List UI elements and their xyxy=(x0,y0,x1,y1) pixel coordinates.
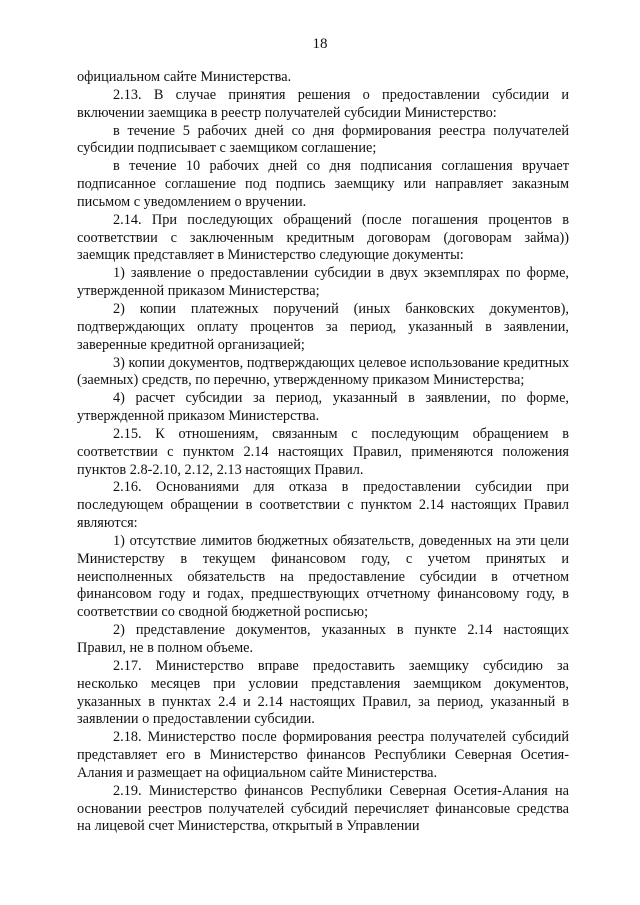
paragraph-2-13-item-1: в течение 5 рабочих дней со дня формирования реестра получателей субсидии подписывает с заемщиком соглашение; xyxy=(77,122,569,157)
paragraph-2-14: 2.14. При последующих обращений (после погашения процентов в соответствии с заключенным кредитным договорам (договорам займа)) заемщик представляет в Министерство следующие документы: xyxy=(77,211,569,264)
paragraph-2-15: 2.15. К отношениям, связанным с последующим обращением в соответствии с пунктом 2.14 настоящих Правил, применяются положения пунктов 2.8-2.10, 2.12, 2.13 настоящих Правил. xyxy=(77,425,569,478)
page-number: 18 xyxy=(312,36,328,52)
paragraph-2-16-item-2: 2) представление документов, указанных в пункте 2.14 настоящих Правил, не в полном объеме. xyxy=(77,622,569,656)
paragraph-continuation: официальном сайте Министерства. xyxy=(77,69,292,85)
paragraph-2-14-item-1: 1) заявление о предоставлении субсидии в двух экземплярах по форме, утвержденной приказом Министерства; xyxy=(77,265,569,300)
body-text xyxy=(77,69,569,836)
paragraph-2-16-item-1: 1) отсутствие лимитов бюджетных обязательств, доведенных на эти цели Министерству в текущем финансовом году, с учетом принятых и неисполненных обязательств на предоставление субсидии в отчетном финансовом году и годах, предшествующих отчетному финансовому году, в соответствии со сводной бюджетной росписью; xyxy=(77,532,569,621)
paragraph-2-13-item-2: в течение 10 рабочих дней со дня подписания соглашения вручает подписанное соглашение под подпись заемщику или направляет заказным письмом с уведомлением о вручении. xyxy=(77,158,569,210)
paragraph-2-19: 2.19. Министерство финансов Республики Северная Осетия-Алания на основании реестров получателей субсидий перечисляет финансовые средства на лицевой счет Министерства, открытый в Управлении xyxy=(77,782,569,835)
paragraph-2-18: 2.18. Министерство после формирования реестра получателей субсидий представляет его в Министерство финансов Республики Северная Осетия-Алания и размещает на официальном сайте Министерства. xyxy=(77,729,569,781)
paragraph-2-14-item-4: 4) расчет субсидии за период, указанный в заявлении, по форме, утвержденной приказом Министерства. xyxy=(77,390,569,425)
paragraph-2-17: 2.17. Министерство вправе предоставить заемщику субсидию за несколько месяцев при условии представления заемщиком документов, указанных в пунктах 2.4 и 2.14 настоящих Правил, за период, указанный в заявлении о предоставлении субсидии. xyxy=(77,657,569,728)
paragraph-2-13: 2.13. В случае принятия решения о предоставлении субсидии и включении заемщика в реестр получателей субсидии Министерство: xyxy=(77,86,569,121)
paragraph-2-14-item-2: 2) копии платежных поручений (иных банковских документов), подтверждающих оплату процентов за период, указанный в заявлении, заверенные кредитной организацией; xyxy=(77,300,569,353)
paragraph-2-14-item-3: 3) копии документов, подтверждающих целевое использование кредитных (заемных) средств, по перечню, утвержденному приказом Министерства; xyxy=(77,354,569,389)
paragraph-2-16: 2.16. Основаниями для отказа в предоставлении субсидии при последующем обращении в соответствии с пунктом 2.14 настоящих Правил являются: xyxy=(77,479,569,532)
